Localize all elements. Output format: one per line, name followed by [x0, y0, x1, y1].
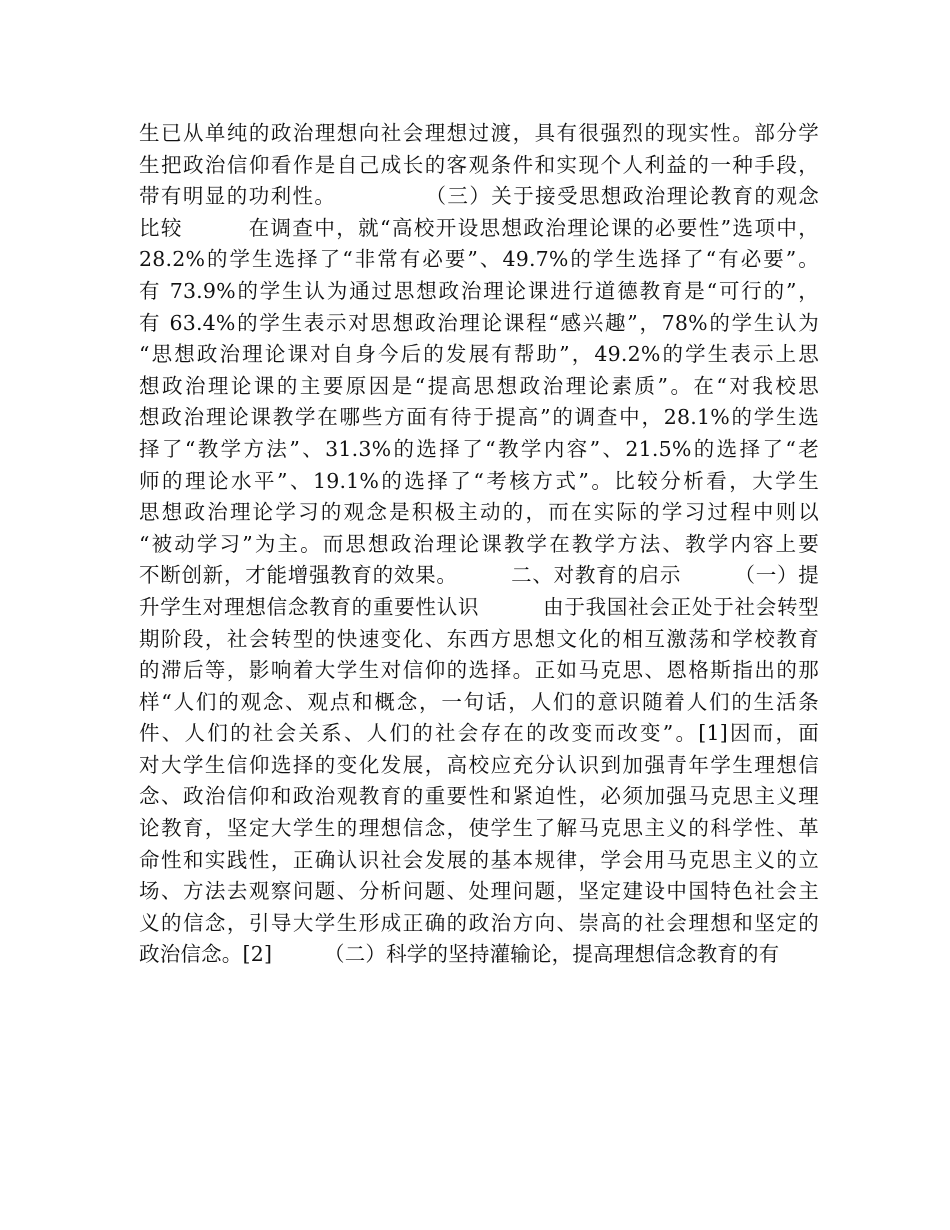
- text-line: 念、政治信仰和政治观教育的重要性和紧迫性，必须加强马克思主义理: [139, 784, 819, 809]
- text-line: 生已从单纯的政治理想向社会理想过渡，具有很强烈的现实性。部分学: [139, 121, 819, 145]
- text-line: 想政治理论课的主要原因是“提高思想政治理论素质”。在“对我校思: [139, 373, 819, 398]
- text-line: 有 73.9%的学生认为通过思想政治理论课进行道德教育是“可行的”，: [139, 278, 819, 303]
- text-line: 有 63.4%的学生表示对思想政治理论课程“感兴趣”，78%的学生认为: [139, 310, 819, 335]
- text-line: “思想政治理论课对自身今后的发展有帮助”，49.2%的学生表示上思: [139, 342, 819, 367]
- text-line: 论教育，坚定大学生的理想信念，使学生了解马克思主义的科学性、革: [139, 816, 819, 841]
- text-line: 不断创新，才能增强教育的效果。 二、对教育的启示 （一）提: [139, 563, 819, 588]
- text-line: 对大学生信仰选择的变化发展，高校应充分认识到加强青年学生理想信: [139, 752, 819, 777]
- text-line: 升学生对理想信念教育的重要性认识 由于我国社会正处于社会转型: [139, 594, 819, 619]
- text-line: 生把政治信仰看作是自己成长的客观条件和实现个人利益的一种手段，: [139, 152, 819, 177]
- text-line: 义的信念，引导大学生形成正确的政治方向、崇高的社会理想和坚定的: [139, 910, 819, 935]
- text-line: 想政治理论课教学在哪些方面有待于提高”的调查中，28.1%的学生选: [139, 405, 819, 430]
- text-line: “被动学习”为主。而思想政治理论课教学在教学方法、教学内容上要: [139, 531, 819, 556]
- text-line: 择了“教学方法”、31.3%的选择了“教学内容”、21.5%的选择了“老: [139, 436, 819, 461]
- text-line: 的滞后等，影响着大学生对信仰的选择。正如马克思、恩格斯指出的那: [139, 658, 819, 683]
- text-line: 师的理论水平”、19.1%的选择了“考核方式”。比较分析看，大学生: [139, 468, 819, 493]
- text-line: 思想政治理论学习的观念是积极主动的，而在实际的学习过程中则以: [139, 500, 819, 525]
- body-text: [139, 118, 819, 971]
- text-line: 件、人们的社会关系、人们的社会存在的改变而改变”。[1]因而，面: [139, 721, 819, 746]
- text-line: 28.2%的学生选择了“非常有必要”、49.7%的学生选择了“有必要”。: [139, 247, 819, 272]
- text-line: 带有明显的功利性。 （三）关于接受思想政治理论教育的观念: [139, 184, 819, 209]
- text-line: 比较 在调查中，就“高校开设思想政治理论课的必要性”选项中，: [139, 215, 819, 240]
- text-line: 场、方法去观察问题、分析问题、处理问题，坚定建设中国特色社会主: [139, 879, 819, 904]
- text-line: 政治信念。[2] （二）科学的坚持灌输论，提高理想信念教育的有: [139, 942, 780, 967]
- text-line: 命性和实践性，正确认识社会发展的基本规律，学会用马克思主义的立: [139, 847, 819, 872]
- text-line: 期阶段，社会转型的快速变化、东西方思想文化的相互激荡和学校教育: [139, 626, 819, 651]
- text-line: 样“人们的观念、观点和概念，一句话，人们的意识随着人们的生活条: [139, 689, 819, 714]
